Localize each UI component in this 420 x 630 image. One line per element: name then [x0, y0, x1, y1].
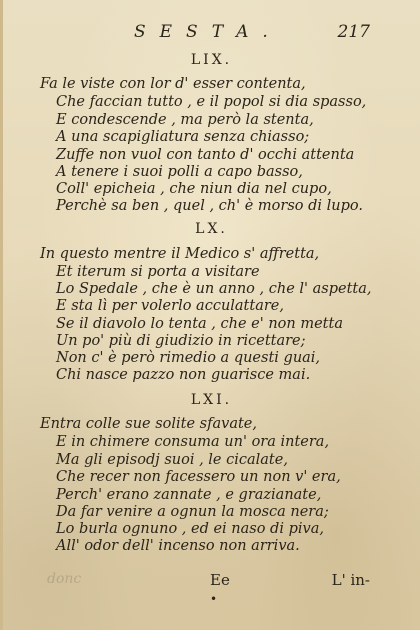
verse-line: Non c' è però rimedio a questi guai,	[56, 350, 321, 366]
verse-line: Se il diavolo lo tenta , che e' non metta	[56, 316, 343, 332]
stanza-number: LXI.	[190, 392, 233, 408]
verse-line: A una scapigliatura senza chiasso;	[56, 129, 310, 145]
verse-line: All' odor dell' incenso non arriva.	[56, 538, 300, 554]
verse-line: A tenere i suoi polli a capo basso,	[56, 164, 303, 180]
verse-line: Chi nasce pazzo non guarisce mai.	[56, 367, 311, 383]
verse-line: E in chimere consuma un' ora intera,	[56, 434, 330, 450]
running-title: SESTA.	[134, 22, 282, 42]
faint-show-through-text: donc	[47, 571, 82, 587]
verse-line: Che recer non facessero un non v' era,	[56, 469, 341, 485]
verse-line: Un po' più di giudizio in ricettare;	[56, 333, 306, 349]
verse-line: Et iterum si porta a visitare	[56, 264, 260, 280]
verse-line: Lo Spedale , che è un anno , che l' aspetta,	[56, 281, 372, 297]
stanza-number: LX.	[195, 221, 228, 237]
verse-line: Lo burla ognuno , ed ei naso di piva,	[56, 521, 324, 537]
verse-line: Fa le viste con lor d' esser contenta,	[40, 76, 306, 92]
stanza-number: LIX.	[190, 52, 233, 68]
verse-line: Da far venire a ognun la mosca nera;	[56, 504, 329, 520]
page-number: 217	[337, 22, 370, 42]
verse-line: Perchè sa ben , quel , ch' è morso di lupo.	[56, 198, 363, 214]
dot-mark: •	[210, 592, 218, 606]
verse-line: Perch' erano zannate , e grazianate,	[56, 487, 322, 503]
signature-mark: Ee	[210, 571, 230, 589]
verse-line: Che faccian tutto , e il popol si dia spasso,	[56, 94, 367, 110]
verse-line: Coll' epicheia , che niun dia nel cupo,	[56, 181, 332, 197]
verse-line: Ma gli episodj suoi , le cicalate,	[56, 452, 288, 468]
verse-line: Zuffe non vuol con tanto d' occhi attenta	[56, 147, 355, 163]
verse-line: E sta lì per volerlo acculattare,	[56, 298, 284, 314]
catchword: L' in-	[331, 571, 370, 589]
verse-line: In questo mentre il Medico s' affretta,	[40, 246, 320, 262]
verse-line: E condescende , ma però la stenta,	[56, 112, 314, 128]
running-head	[3, 22, 420, 46]
verse-line: Entra colle sue solite sfavate,	[40, 416, 257, 432]
